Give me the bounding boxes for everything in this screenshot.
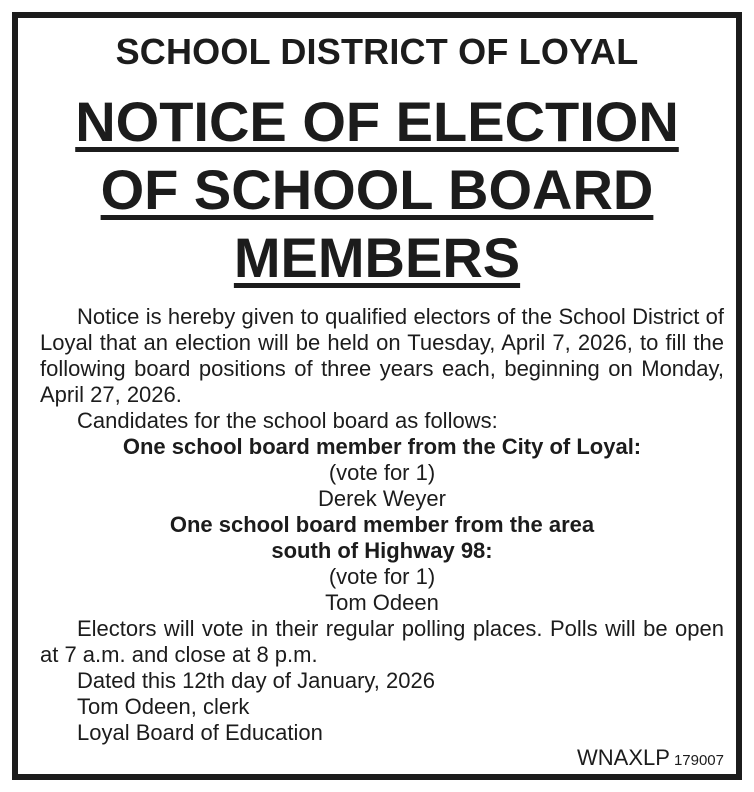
polls-paragraph: Electors will vote in their regular polling places. Polls will be open at 7 a.m. and close at 8 p.m. [40, 616, 724, 667]
district-title: SCHOOL DISTRICT OF LOYAL [115, 31, 639, 72]
dated-line: Dated this 12th day of January, 2026 [77, 668, 435, 693]
publication-code-label: WNAXLP [577, 745, 670, 770]
position-1-candidate: Derek Weyer [318, 486, 446, 511]
signer-line: Tom Odeen, clerk [77, 694, 250, 719]
notice-headline [18, 88, 736, 292]
position-1-vote: (vote for 1) [328, 460, 436, 485]
candidates-intro: Candidates for the school board as follows: [77, 408, 498, 433]
headline-line-2: OF SCHOOL BOARD [100, 158, 654, 221]
position-2-title-line-2: south of Highway 98: [271, 538, 493, 563]
notice-body [40, 304, 724, 746]
position-2-vote: (vote for 1) [328, 564, 436, 589]
intro-paragraph: Notice is hereby given to qualified electors of the School District of Loyal that an election will be held on Tuesday, April 7, 2026, to fill the following board positions of three years each, beginning on Monday, April 27, 2026. [40, 304, 724, 407]
headline-line-3: MEMBERS [233, 226, 521, 289]
position-1-title: One school board member from the City of Loyal: [122, 434, 642, 459]
position-2-candidate: Tom Odeen [325, 590, 439, 615]
position-2-title-line-1: One school board member from the area [169, 512, 595, 537]
organization-line: Loyal Board of Education [77, 720, 323, 745]
publication-code-number: 179007 [673, 752, 724, 769]
headline-line-1: NOTICE OF ELECTION [75, 90, 679, 153]
publication-code [577, 745, 724, 774]
notice-frame [12, 12, 742, 780]
